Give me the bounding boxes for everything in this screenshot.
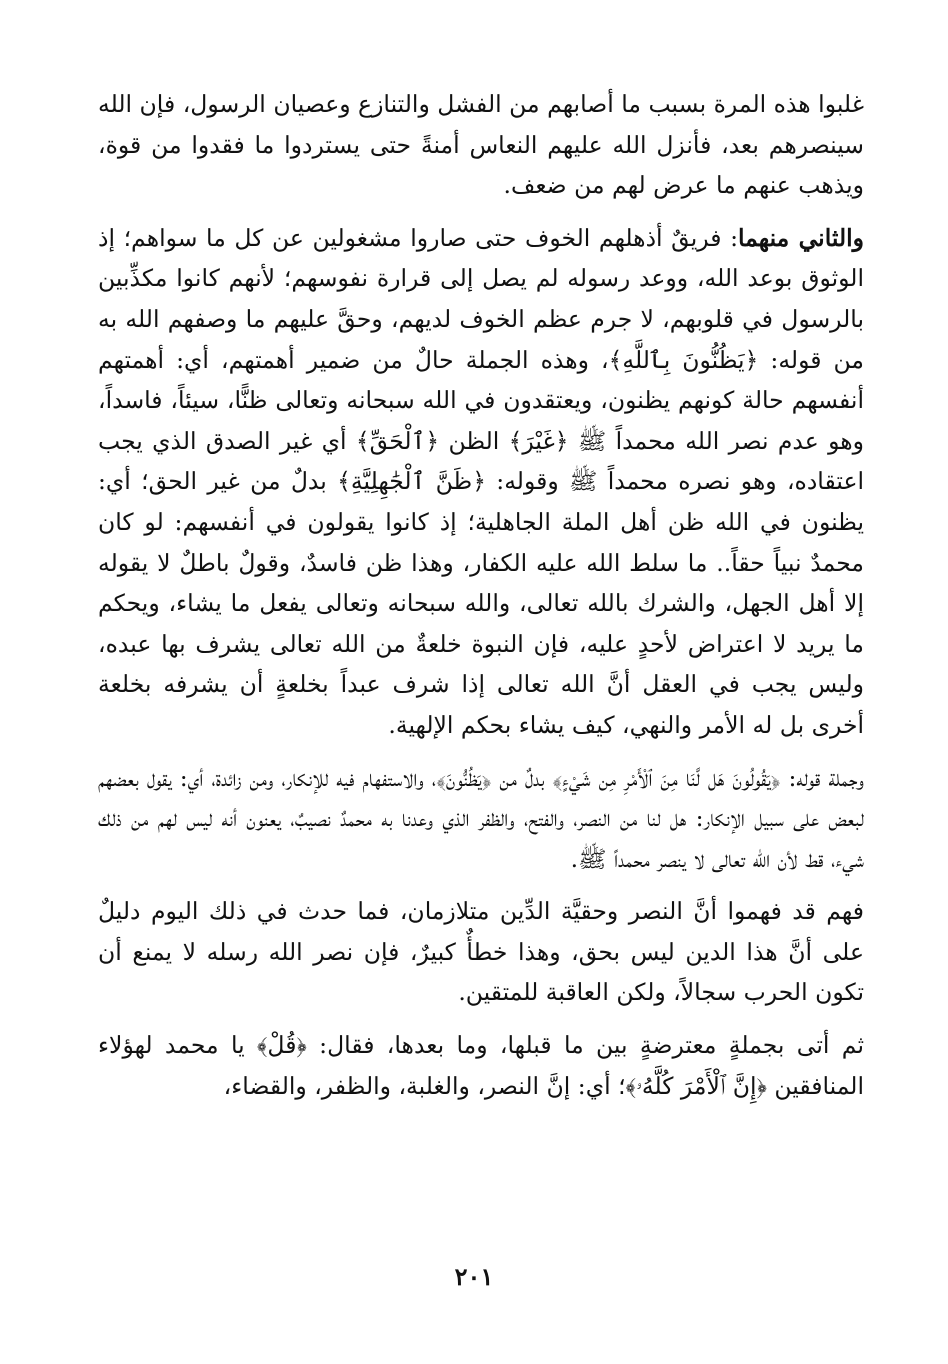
paragraph-1 <box>98 84 864 206</box>
page-body <box>98 84 864 1106</box>
paragraph-gap <box>98 746 864 758</box>
paragraph-4-text: فهم قد فهموا أنَّ النصر وحقيَّة الدِّين متلازمان، فما حدث في ذلك اليوم دليلٌ على أنَّ هذا الدين ليس بحق، وهذا خطأٌ كبيرٌ، فإن نصر الله رسله لا يمنع أن تكون الحرب سجالاً، ولكن العاقبة للمتقين. <box>98 897 864 1007</box>
paragraph-gap <box>98 1013 864 1025</box>
paragraph-3-text: وجملة قوله: ﴿يَقُولُونَ هَل لَّنَا مِنَ ٱلْأَمْرِ مِن شَيْءٍ﴾ بدلٌ من ﴿يَظُنُّونَ﴾، والاستفهام فيه للإنكار، ومن زائدة، أي: يقول بعضهم لبعض على سبيل الإنكار: هل لنا من النصر، والفتح، والظفر الذي وعدنا به محمدٌ نصيبٌ، يعنون أنه ليس لهم من ذلك شيء، قط لأن الله تعالى لا ينصر محمداً ﷺ. <box>98 763 864 873</box>
paragraph-4 <box>98 891 864 1013</box>
paragraph-5-text: ثم أتى بجملةٍ معترضةٍ بين ما قبلها، وما بعدها، فقال: ﴿قُلْ﴾ يا محمد لهؤلاء المنافقين ﴿إِنَّ ٱلْأَمْرَ كُلَّهُۥ﴾؛ أي: إنَّ النصر، والغلبة، والظفر، والقضاء، <box>98 1031 864 1100</box>
paragraph-2-text: : فريقٌ أذهلهم الخوف حتى صاروا مشغولين عن كل ما سواهم؛ إذ الوثوق بوعد الله، ووعد رسوله لم يصل إلى قرارة نفوسهم؛ لأنهم كانوا مكذِّبين بالرسول في قلوبهم، لا جرم عظم الخوف لديهم، وحقَّ عليهم ما وصفهم الله به من قوله: ﴿يَظُنُّونَ بِٱللَّهِ﴾، وهذه الجملة حالٌ من ضمير أهمتهم، أي: أهمتهم أنفسهم حالة كونهم يظنون، ويعتقدون في الله سبحانه وتعالى ظنًّا، سيئاً، فاسداً، وهو عدم نصر الله محمداً ﷺ ﴿غَيْرَ﴾ الظن ﴿ٱلْحَقِّ﴾ أي غير الصدق الذي يجب اعتقاده، وهو نصره محمداً ﷺ وقوله: ﴿ظَنَّ ٱلْجَٰهِلِيَّةِ﴾ بدلٌ من غير الحق؛ أي: يظنون في الله ظن أهل الملة الجاهلية؛ إذ كانوا يقولون في أنفسهم: لو كان محمدٌ نبياً حقاً.. ما سلط الله عليه الكفار، وهذا ظن فاسدٌ، وقولٌ باطلٌ لا يقوله إلا أهل الجهل، والشرك بالله تعالى، والله سبحانه وتعالى يفعل ما يشاء، ويحكم ما يريد لا اعتراض لأحدٍ عليه، فإن النبوة خلعةٌ من الله تعالى يشرف بها عبده، وليس يجب في العقل أنَّ الله تعالى إذا شرف عبداً بخلعةٍ أن يشرفه بخلعة أخرى بل له الأمر والنهي، كيف يشاء بحكم الإلهية. <box>98 223 864 739</box>
paragraph-2-lead: والثاني منهما <box>738 223 864 252</box>
paragraph-2 <box>98 218 864 746</box>
paragraph-1-text: غلبوا هذه المرة بسبب ما أصابهم من الفشل والتنازع وعصيان الرسول، فإن الله سينصرهم بعد، فأنزل الله عليهم النعاس أمنةً حتى يستردوا ما فقدوا من قوة، ويذهب عنهم ما عرض لهم من ضعف. <box>98 90 864 200</box>
paragraph-3 <box>98 758 864 880</box>
page-number: ٢٠١ <box>454 1262 494 1291</box>
paragraph-gap <box>98 206 864 218</box>
paragraph-5 <box>98 1025 864 1106</box>
paragraph-gap <box>98 879 864 891</box>
